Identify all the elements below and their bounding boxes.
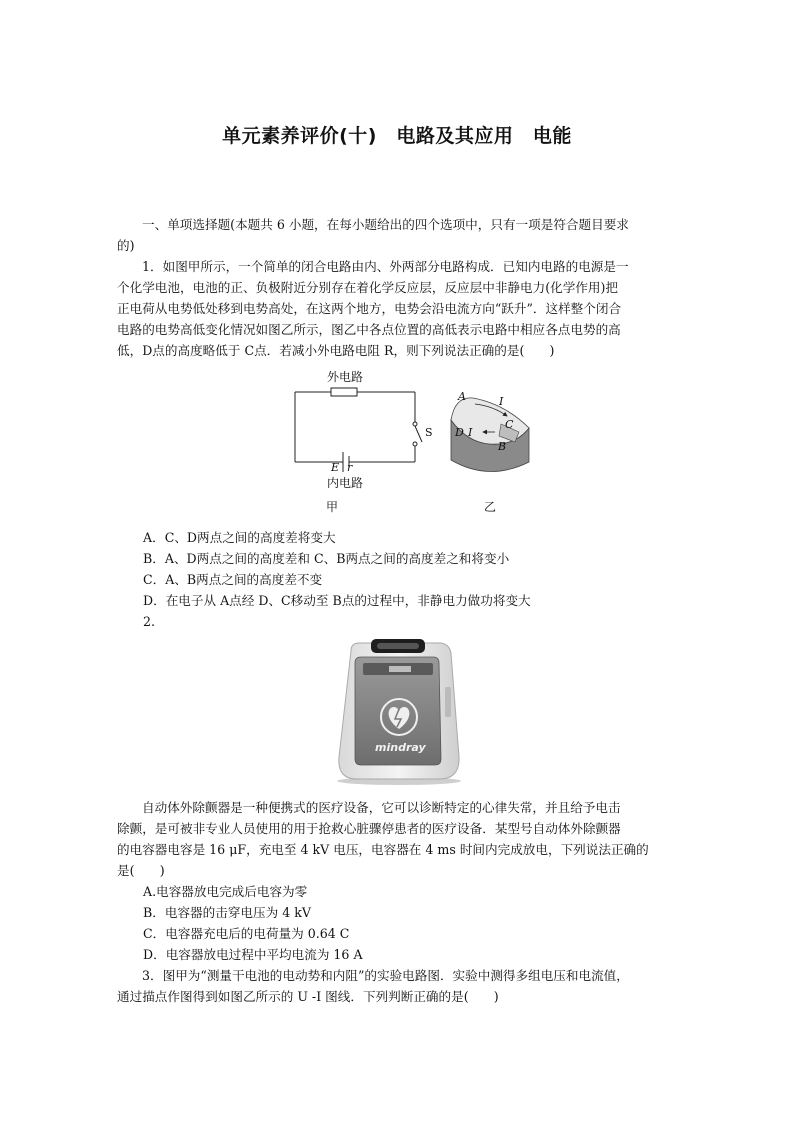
switch-icon: [415, 426, 422, 442]
q2-option-d: D．电容器放电过程中平均电流为 16 A: [143, 947, 363, 962]
q1-option-c: C．A、B两点之间的高度差不变: [143, 572, 323, 587]
q2-text-line: 的电容器电容是 16 μF，充电至 4 kV 电压，电容器在 4 ms 时间内完成放电，下列说法正确的: [117, 842, 649, 857]
resistor-icon: [331, 388, 357, 396]
aed-device-image: [329, 637, 465, 787]
q3-text-line: 3．图甲为“测量干电池的电动势和内阻”的实验电路图．实验中测得多组电压和电流值，: [142, 968, 629, 983]
q2-text-line: 自动体外除颤器是一种便携式的医疗设备，它可以诊断特定的心律失常，并且给予电击: [142, 800, 621, 815]
point-c-label: C: [505, 418, 514, 431]
emf-label: E: [331, 461, 340, 474]
circuit-diagram: [285, 364, 435, 524]
figure-caption-b: 乙: [484, 500, 497, 514]
section-heading: 一、单项选择题(本题共 6 小题，在每小题给出的四个选项中，只有一项是符合题目要求: [142, 217, 629, 232]
q2-text-line: 除颤，是可被非专业人员使用的用于抢救心脏骤停患者的医疗设备．某型号自动体外除颤器: [117, 821, 621, 836]
outer-circuit-label: 外电路: [327, 370, 364, 384]
section-heading-cont: 的): [117, 238, 135, 253]
inner-circuit-label: 内电路: [327, 476, 364, 490]
potential-diagram: [445, 386, 535, 526]
current-label: I: [468, 426, 473, 439]
point-a-label: A: [458, 390, 466, 403]
switch-label: S: [425, 426, 433, 439]
q2-option-b: B．电容器的击穿电压为 4 kV: [143, 905, 311, 920]
internal-resistance-label: r: [347, 461, 353, 474]
q1-text-line: 正电荷从电势低处移到电势高处，在这两个地方，电势会沿电流方向“跃升”．这样整个闭合: [117, 301, 622, 316]
q1-text-line: 低，D点的高度略低于 C点．若减小外电路电阻 R，则下列说法正确的是( ): [117, 343, 555, 358]
q1-option-b: B．A、D两点之间的高度差和 C、B两点之间的高度差之和将变小: [143, 551, 510, 566]
q2-text-line: 是( ): [117, 863, 165, 878]
q1-option-a: A．C、D两点之间的高度差将变大: [143, 530, 336, 545]
current-label: I: [499, 395, 504, 408]
point-d-label: D: [455, 426, 464, 439]
q1-text-line: 个化学电池，电池的正、负极附近分别存在着化学反应层，反应层中非静电力(化学作用)把: [117, 280, 618, 295]
q1-text-line: 电路的电势高低变化情况如图乙所示，图乙中各点位置的高低表示电路中相应各点电势的高: [117, 322, 621, 337]
q2-number: 2.: [143, 614, 156, 629]
figure-caption-a: 甲: [326, 500, 339, 514]
q2-option-a: A.电容器放电完成后电容为零: [143, 884, 308, 899]
page-title: 单元素养评价(十) 电路及其应用 电能: [222, 125, 572, 147]
q1-option-d: D．在电子从 A点经 D、C移动至 B点的过程中，非静电力做功将变大: [143, 593, 531, 608]
point-b-label: B: [498, 440, 507, 453]
q3-text-line: 通过描点作图得到如图乙所示的 U -I 图线．下列判断正确的是( ): [117, 989, 499, 1004]
q1-text-line: 1．如图甲所示，一个简单的闭合电路由内、外两部分电路构成．已知内电路的电源是一: [142, 259, 629, 274]
brand-logo: mindray: [375, 741, 426, 754]
q2-option-c: C．电容器充电后的电荷量为 0.64 C: [143, 926, 350, 941]
